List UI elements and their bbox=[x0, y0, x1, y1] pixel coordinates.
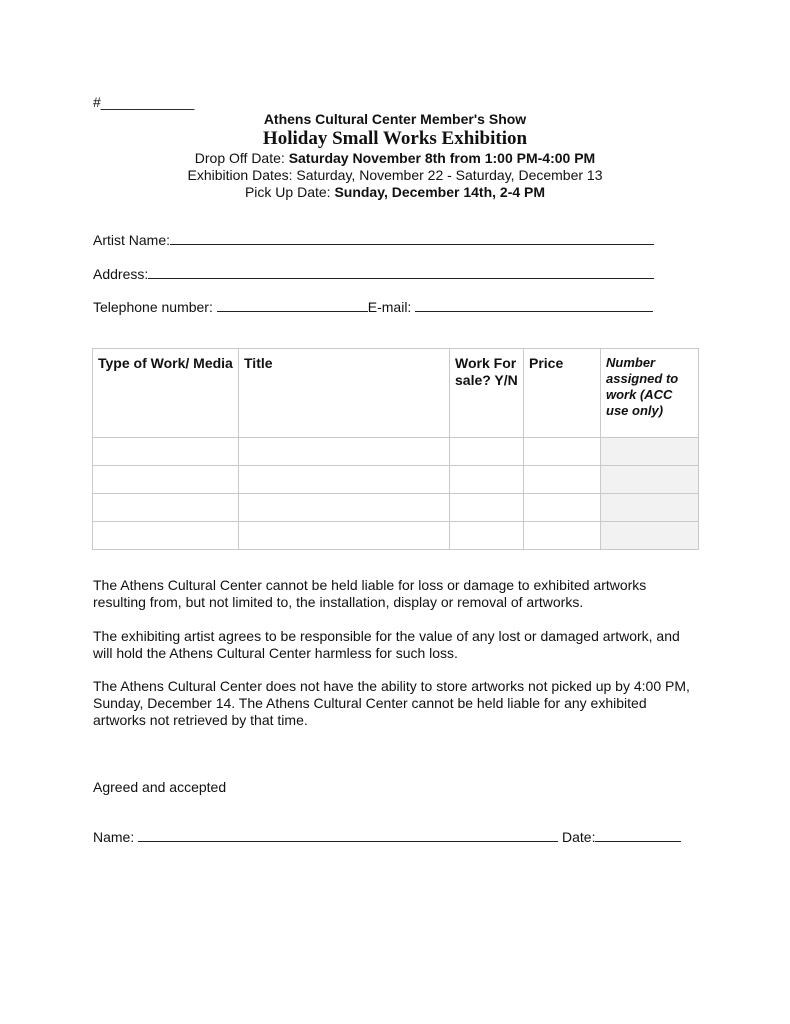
cell-price[interactable] bbox=[524, 494, 601, 522]
pickup-date bbox=[0, 184, 790, 201]
name-line[interactable] bbox=[138, 829, 558, 842]
telephone-email-field[interactable] bbox=[93, 299, 653, 315]
signature-field[interactable] bbox=[93, 829, 681, 845]
cell-number-assigned bbox=[601, 438, 699, 466]
cell-title[interactable] bbox=[239, 522, 450, 550]
show-title: Athens Cultural Center Member's Show bbox=[263, 111, 527, 127]
form-number-blank: ____________ bbox=[100, 94, 195, 110]
cell-price[interactable] bbox=[524, 466, 601, 494]
cell-title[interactable] bbox=[239, 438, 450, 466]
artist-name-field[interactable] bbox=[93, 232, 654, 248]
pickup-label: Pick Up Date: bbox=[244, 184, 335, 200]
header-work-for-sale: Work For sale? Y/N bbox=[450, 349, 524, 438]
exhibition-dates: Exhibition Dates: Saturday, November 22 - Saturday, December 13 bbox=[187, 167, 603, 183]
cell-number-assigned bbox=[601, 466, 699, 494]
artist-name-line[interactable] bbox=[170, 232, 654, 245]
cell-type[interactable] bbox=[93, 494, 239, 522]
cell-title[interactable] bbox=[239, 466, 450, 494]
cell-title[interactable] bbox=[239, 494, 450, 522]
dropoff-label: Drop Off Date: bbox=[194, 150, 289, 166]
header-type-of-work: Type of Work/ Media bbox=[93, 349, 239, 438]
cell-price[interactable] bbox=[524, 522, 601, 550]
cell-for-sale[interactable] bbox=[450, 466, 524, 494]
name-label: Name: bbox=[93, 829, 139, 845]
telephone-label: Telephone number: bbox=[93, 299, 217, 315]
table-row bbox=[93, 466, 699, 494]
document-header bbox=[0, 111, 790, 201]
responsibility-text: The exhibiting artist agrees to be responsible for the value of any lost or damaged artwork, and will hold the Athens Cultural Center harmless for such loss. bbox=[93, 628, 680, 661]
cell-for-sale[interactable] bbox=[450, 438, 524, 466]
cell-for-sale[interactable] bbox=[450, 522, 524, 550]
cell-number-assigned bbox=[601, 494, 699, 522]
address-field[interactable] bbox=[93, 266, 654, 282]
table-row bbox=[93, 522, 699, 550]
responsibility-paragraph bbox=[93, 628, 703, 662]
dropoff-value: Saturday November 8th from 1:00 PM-4:00 PM bbox=[288, 150, 596, 166]
date-line[interactable] bbox=[595, 829, 681, 842]
storage-paragraph bbox=[93, 678, 703, 729]
email-line[interactable] bbox=[415, 299, 653, 312]
telephone-line[interactable] bbox=[217, 299, 368, 312]
header-number-assigned: Number assigned to work (ACC use only) bbox=[601, 349, 699, 438]
exhibition-title: Holiday Small Works Exhibition bbox=[262, 128, 528, 149]
liability-text: The Athens Cultural Center cannot be held liable for loss or damage to exhibited artworks resulting from, but not limited to, the installation, display or removal of artworks. bbox=[93, 577, 647, 610]
dropoff-date bbox=[0, 150, 790, 167]
table-row bbox=[93, 438, 699, 466]
table-row bbox=[93, 494, 699, 522]
header-title: Title bbox=[239, 349, 450, 438]
address-line[interactable] bbox=[148, 266, 654, 279]
cell-number-assigned bbox=[601, 522, 699, 550]
form-number bbox=[93, 94, 194, 110]
date-label: Date: bbox=[562, 829, 596, 845]
pickup-value: Sunday, December 14th, 2-4 PM bbox=[334, 184, 546, 200]
form-number-label: # bbox=[93, 94, 101, 110]
table-header-row bbox=[93, 349, 699, 438]
cell-type[interactable] bbox=[93, 466, 239, 494]
header-price: Price bbox=[524, 349, 601, 438]
storage-text: The Athens Cultural Center does not have the ability to store artworks not picked up by 4:00 PM, Sunday, December 14. The Athens Cultural Center cannot be held liable for any exhibited artworks not retrieved by that time. bbox=[93, 678, 690, 728]
cell-type[interactable] bbox=[93, 522, 239, 550]
cell-for-sale[interactable] bbox=[450, 494, 524, 522]
email-label: E-mail: bbox=[367, 299, 416, 315]
artworks-table bbox=[92, 348, 699, 550]
liability-paragraph bbox=[93, 577, 703, 611]
cell-price[interactable] bbox=[524, 438, 601, 466]
address-label: Address: bbox=[93, 266, 149, 282]
cell-type[interactable] bbox=[93, 438, 239, 466]
artist-name-label: Artist Name: bbox=[93, 232, 171, 248]
agreed-accepted: Agreed and accepted bbox=[93, 779, 227, 795]
